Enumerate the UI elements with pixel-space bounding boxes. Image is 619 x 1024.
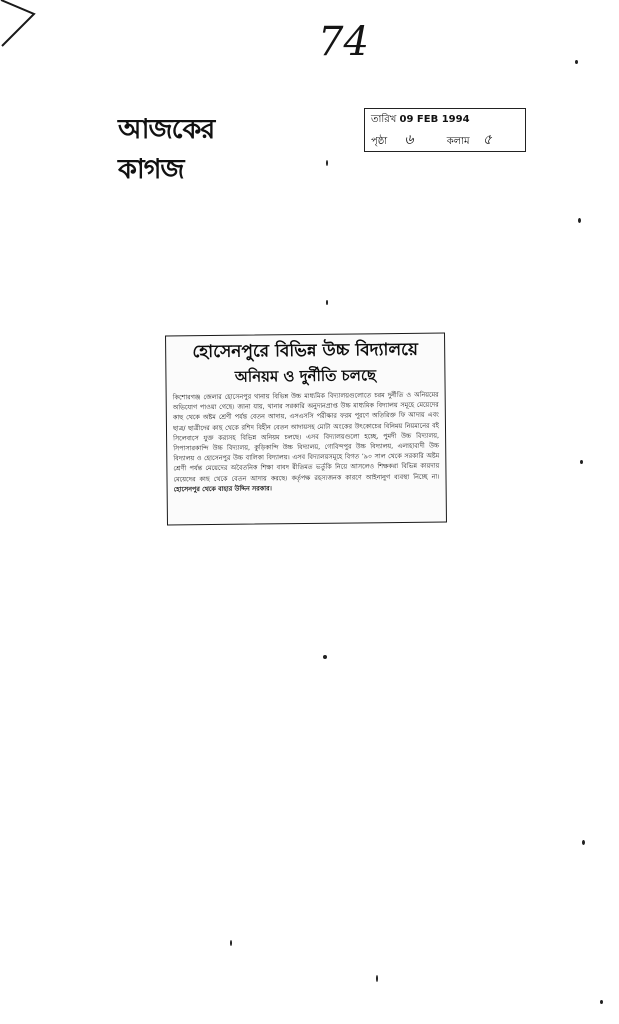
stamp-date-value: 09 FEB 1994 — [399, 114, 470, 125]
newspaper-masthead: আজকের কাগজ — [118, 114, 215, 185]
stamp-page-column-row — [371, 131, 521, 149]
scan-speck — [376, 975, 378, 982]
scan-speck — [580, 460, 583, 464]
stamp-page-label: পৃষ্ঠা — [371, 136, 388, 147]
stamp-column-label: কলাম — [446, 136, 470, 147]
clipping-headline-line1: হোসেনপুরে বিভিন্ন উচ্চ বিদ্যালয়ে — [192, 339, 419, 363]
clipping-headline-line2: অনিয়ম ও দুর্নীতি চলছে — [234, 366, 377, 386]
clipping-byline: হোসেনপুর থেকে বাহার উদ্দিন সরকার। — [173, 484, 272, 494]
scan-speck — [323, 655, 327, 659]
scan-speck — [230, 940, 232, 946]
stamp-page-value: ৬ — [404, 132, 414, 148]
scan-speck — [600, 1000, 603, 1004]
folded-corner-mark — [0, 0, 40, 48]
stamp-column-value: ৫ — [482, 132, 492, 148]
scan-speck — [582, 840, 585, 845]
handwritten-page-number: 74 — [318, 19, 369, 65]
scan-speck — [575, 60, 578, 64]
scan-speck — [578, 218, 581, 223]
scan-speck — [326, 300, 328, 305]
stamp-date-label: তারিখ — [371, 114, 397, 125]
scan-speck — [326, 160, 328, 166]
clipping-article-body — [173, 390, 440, 521]
stamp-date-row — [371, 111, 521, 129]
clipping-body-text: কিশোরগঞ্জ জেলার হোসেনপুর থানায় বিভিন্ন উচ্চ মাধ্যমিক বিদ্যালয়গুলোতে চরম দুর্নীতি ও অনিয়মের অভিযোগ পাওয়া গেছে। জানা যায়, থানার সরকারি অনুদানপ্রাপ্ত উচ্চ মাধ্যমিক বিদ্যালয় সমূহে মেয়েদের কাছ থেকে অষ্টম শ্রেণী পর্যন্ত বেতন আদায়, এসএসসি পরীক্ষার ফরম পূরণে অতিরিক্ত ফি আদায় এবং ছাত্র/ ছাত্রীদের কাছ থেকে রশিদ বিহীন বেতন আদায়সহ মোটা অংকের উৎকোচের বিনিময় নিয়মানের বই সিলেবাসে যুক্ত করাসহ বিভিন্ন অনিয়ম চলছে। এসব বিদ্যালয়গুলো হচ্ছে, পুমদী উচ্চ বিদ্যালয়, সিপাসারকান্দি উচ্চ বিদ্যালয়, কুড়িকান্দি উচ্চ বিদ্যালয়, গোবিন্দপুর উচ্চ বিদ্যালয়, এলাহাবাদী উচ্চ বিদ্যালয় ও হোসেনপুর উচ্চ বালিকা বিদ্যালয়। এসব বিদ্যালয়সমূহে বিগত ’৯০ সাল থেকে সরকারি অষ্টম শ্রেণী পর্যন্ত মেয়েদের অবৈতনিক শিক্ষা বাবদ রীতিমত ভর্তুকি নিয়ে আসলেও শিক্ষকরা বিভিন্ন কায়দায় মেয়েদের কাছ থেকে বেতন আদায় করছে। কর্তৃপক্ষ রহস্যজনক কারণে আইনানুগ ব্যবস্থা নিচ্ছে না। — [172, 390, 440, 484]
date-stamp — [364, 108, 526, 152]
newspaper-clipping — [165, 333, 447, 526]
